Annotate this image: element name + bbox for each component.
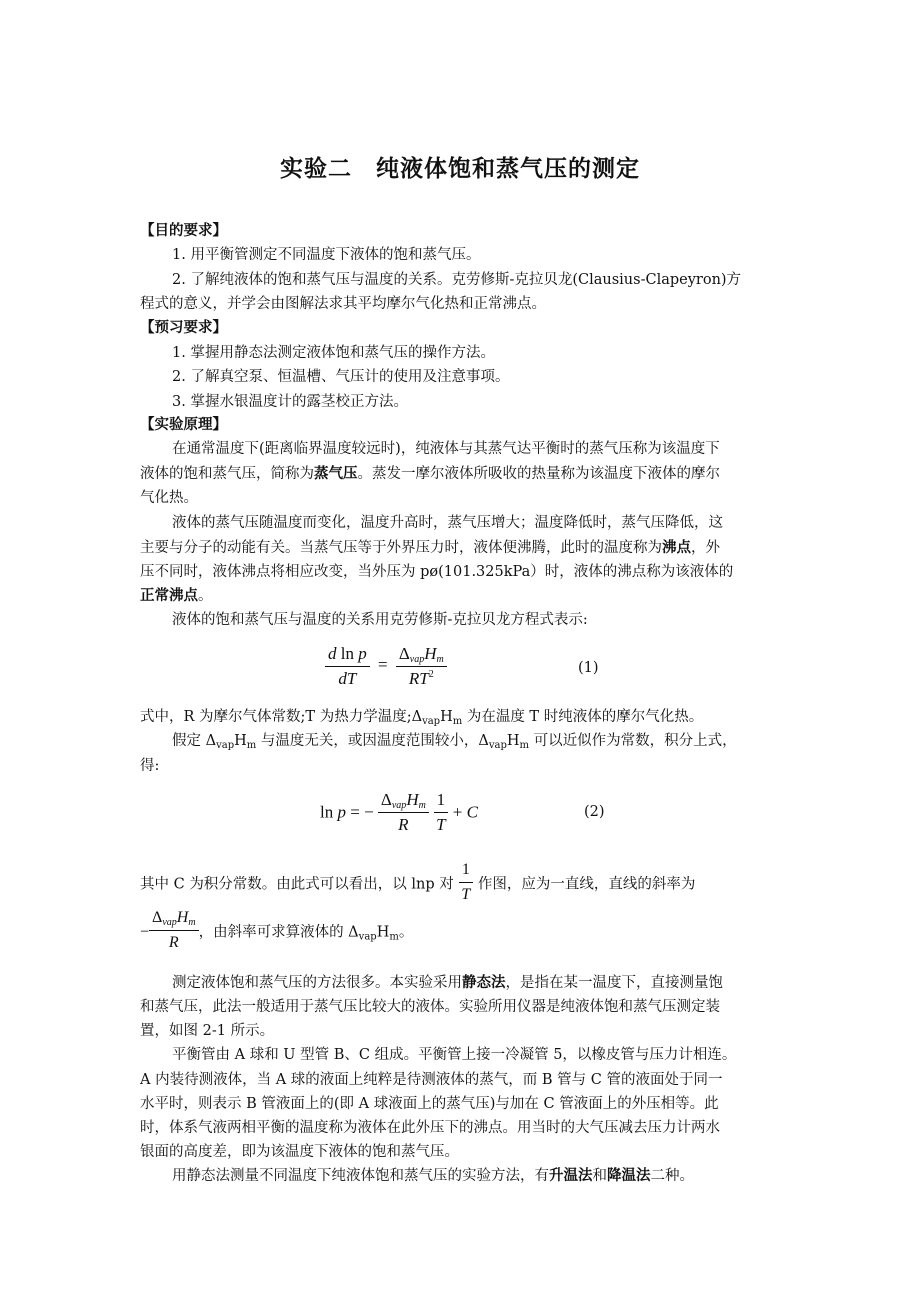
paragraph-line: 假定 $\Delta_{vap}H_m$ 与温度无关，或因温度范围较小，$\Delta_{vap}H_m$ 可以近似作为常数，积分上式， [172,733,737,751]
paragraph-line: 在通常温度下(距离临界温度较远时)，纯液体与其蒸气达平衡时的蒸气压称为该温度下 [172,441,720,457]
paragraph-line: A 内装待测液体，当 A 球的液面上纯粹是待测液体的蒸气，而 B 管与 C 管的液面处于同一 [140,1072,723,1088]
equation-2-number: (2) [584,804,605,820]
equation-1-number: (1) [578,660,599,676]
paragraph-line: 液体的饱和蒸气压，简称为蒸气压。蒸发一摩尔液体所吸收的热量称为该温度下液体的摩尔 [140,466,720,482]
aims-heading: 【目的要求】 [140,223,227,239]
aims-item-1: 1. 用平衡管测定不同温度下液体的饱和蒸气压。 [172,247,481,263]
paragraph-line: 液体的蒸气压随温度而变化，温度升高时，蒸气压增大；温度降低时，蒸气压降低，这 [172,515,723,531]
paragraph-line: 得: [140,758,160,774]
paragraph-line: 银面的高度差，即为该温度下液体的饱和蒸气压。 [140,1144,459,1160]
paragraph-line: 测定液体饱和蒸气压的方法很多。本实验采用静态法，是指在某一温度下，直接测量饱 [172,975,723,991]
equation-2: ln p = − $\frac{\Delta_{vap}H_m}{R}$ $\frac{1}{T}$ + C [320,790,478,834]
paragraph-line: 用静态法测量不同温度下纯液体饱和蒸气压的实验方法，有升温法和降温法二种。 [172,1168,694,1184]
page-title: 实验二 纯液体饱和蒸气压的测定 [280,156,640,182]
paragraph-line: 置，如图 2-1 所示。 [140,1023,275,1039]
paragraph-line: 式中，R 为摩尔气体常数;T 为热力学温度$;\Delta_{vap}H_m$ 为在温度 T 时纯液体的摩尔气化热。 [140,709,704,727]
paragraph-line: 正常沸点。 [140,588,213,604]
paragraph-line: 其中 C 为积分常数。由此式可以看出，以 lnp 对 $\frac{1}{T}$ 作图，应为一直线，直线的斜率为 [140,861,696,903]
preview-item-2: 2. 了解真空泵、恒温槽、气压计的使用及注意事项。 [172,369,510,385]
principle-heading: 【实验原理】 [140,417,227,433]
paragraph-line: 水平时，则表示 B 管液面上的(即 A 球液面上的蒸气压)与加在 C 管液面上的外压相等。此 [140,1096,719,1112]
preview-item-3: 3. 掌握水银温度计的露茎校正方法。 [172,394,408,410]
aims-item-2: 2. 了解纯液体的饱和蒸气压与温度的关系。克劳修斯-克拉贝龙(Clausius-Clapeyron)方 [172,272,742,288]
paragraph-line: 液体的饱和蒸气压与温度的关系用克劳修斯-克拉贝龙方程式表示: [172,612,588,628]
paragraph-line: 主要与分子的动能有关。当蒸气压等于外界压力时，液体便沸腾，此时的温度称为沸点，外 [140,540,720,556]
preview-heading: 【预习要求】 [140,320,227,336]
paragraph-line: 气化热。 [140,490,198,506]
aims-item-2-cont: 程式的意义，并学会由图解法求其平均摩尔气化热和正常沸点。 [140,296,546,312]
paragraph-line: − $\frac{\Delta_{vap}H_m}{R}$ ，由斜率可求算液体的 $\Delta_{vap}H_m$。 [140,909,414,951]
paragraph-line: 时，体系气液两相平衡的温度称为液体在此外压下的沸点。用当时的大气压减去压力计两水 [140,1120,720,1136]
preview-item-1: 1. 掌握用静态法测定液体饱和蒸气压的操作方法。 [172,345,495,361]
paragraph-line: 平衡管由 A 球和 U 型管 B、C 组成。平衡管上接一冷凝管 5，以橡皮管与压力计相连。 [172,1047,737,1063]
paragraph-line: 压不同时，液体沸点将相应改变，当外压为 pø(101.325kPa）时，液体的沸点称为该液体的 [140,564,734,580]
equation-1: $\frac{\text{d ln p}}{dT}$ = $\frac{\Delta_{vap}H_m}{RT^2}$ [325,644,447,689]
paragraph-line: 和蒸气压，此法一般适用于蒸气压比较大的液体。实验所用仪器是纯液体饱和蒸气压测定装 [140,999,720,1015]
